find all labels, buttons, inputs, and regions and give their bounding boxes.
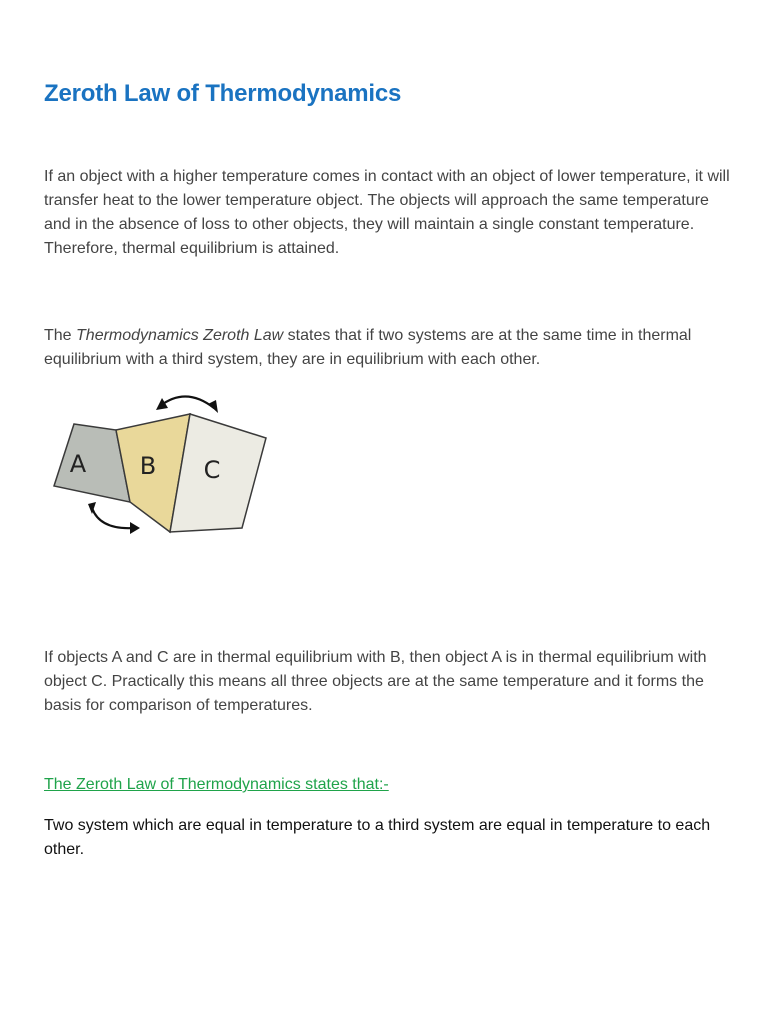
conclusion-paragraph: If objects A and C are in thermal equilibrium with B, then object A is in thermal equilibrium with object C. Practically this means all three objects are at the same temperature and it forms the basis for comparison of temperatures. [44,649,707,714]
intro-paragraph: If an object with a higher temperature comes in contact with an object of lower temperature, it will transfer heat to the lower temperature object. The objects will approach the same temperature and in the absence of loss to other objects, they will maintain a single constant temperature. Therefore, thermal equilibrium is attained. [44,168,730,257]
bottom-double-arrow-icon [88,502,140,534]
zeroth-law-paragraph [44,324,734,372]
zeroth-law-text-after: states that if two systems are at the same time in thermal equilibrium with a third system, they are in equilibrium with each other. [44,327,692,368]
block-c-label: C [203,456,221,484]
zeroth-law-emphasis: Thermodynamics Zeroth Law [76,327,284,344]
block-b-label: B [139,452,157,480]
zeroth-law-link[interactable]: The Zeroth Law of Thermodynamics states that:- [44,776,389,793]
thermal-equilibrium-diagram [44,380,284,540]
block-a-label: A [69,450,87,478]
page-title: Zeroth Law of Thermodynamics [44,80,402,107]
law-statement: Two system which are equal in temperature to a third system are equal in temperature to each other. [44,817,711,858]
zeroth-law-text-before: The [44,327,77,344]
top-double-arrow-icon [156,396,218,413]
